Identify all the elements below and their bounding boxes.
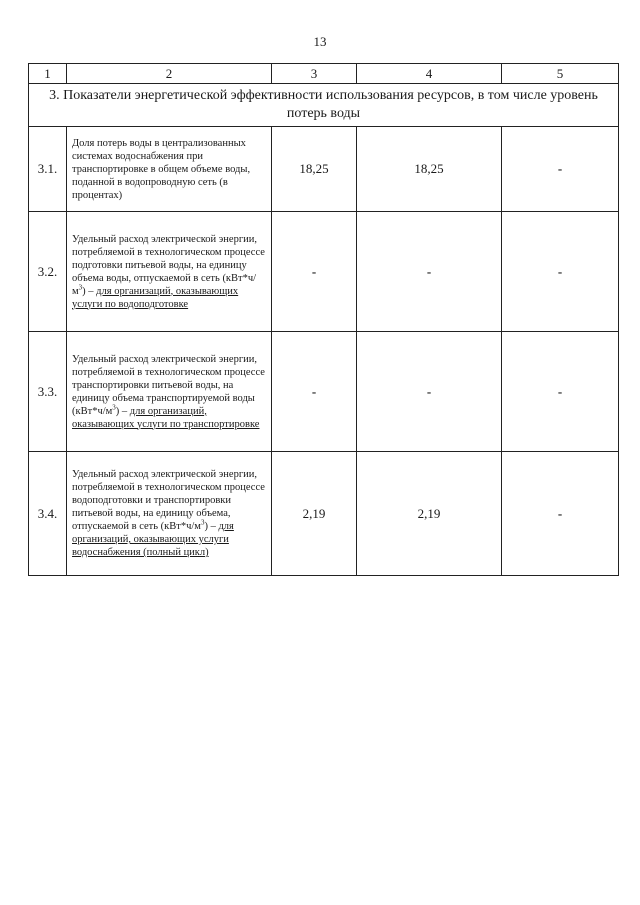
row-number: 3.4.: [29, 452, 67, 576]
row-value-col5: -: [502, 212, 619, 332]
organization-note: для организаций, оказывающих услуги по транспортировке: [72, 405, 260, 430]
row-value-col3: 2,19: [272, 452, 357, 576]
row-number: 3.3.: [29, 332, 67, 452]
row-value-col5: -: [502, 127, 619, 212]
page-number: 13: [313, 34, 327, 49]
header-col-4: 4: [357, 64, 502, 84]
row-value-col4: 2,19: [357, 452, 502, 576]
section-title: 3. Показатели энергетической эффективности использования ресурсов, в том числе уровень потерь воды: [29, 84, 619, 127]
organization-note: для организаций, оказывающих услуги по водоподготовке: [72, 285, 239, 310]
header-col-5: 5: [502, 64, 619, 84]
indicators-table: [28, 63, 619, 576]
row-value-col3: -: [272, 332, 357, 452]
row-value-col3: -: [272, 212, 357, 332]
organization-note: для организаций, оказывающих услуги водоснабжения (полный цикл): [72, 521, 234, 558]
row-description: Удельный расход электрической энергии, потребляемой в технологическом процессе подготовки питьевой воды, на единицу объема воды, отпускаемой в сеть $(кВт*ч/м^3)$ – для организаций, оказывающих услуги по водоподготовке: [67, 212, 272, 332]
row-number: 3.1.: [29, 127, 67, 212]
header-row: [29, 64, 619, 84]
row-description: Удельный расход электрической энергии, потребляемой в технологическом процессе транспортировки питьевой воды, на единицу объема транспортируемой воды $(кВт*ч/м^3)$ – для организаций, оказывающих услуги по транспортировке: [67, 332, 272, 452]
row-value-col3: 18,25: [272, 127, 357, 212]
row-number: 3.2.: [29, 212, 67, 332]
header-col-2: 2: [67, 64, 272, 84]
row-description: Доля потерь воды в централизованных системах водоснабжения при транспортировке в общем объеме воды, поданной в водопроводную сеть (в процентах): [67, 127, 272, 212]
row-value-col4: -: [357, 212, 502, 332]
table-row: [29, 212, 619, 332]
section-row: [29, 84, 619, 127]
table-row: [29, 332, 619, 452]
header-col-3: 3: [272, 64, 357, 84]
table-row: [29, 127, 619, 212]
row-description: Удельный расход электрической энергии, потребляемой в технологическом процессе водоподготовки и транспортировки питьевой воды, на единицу объема, отпускаемой в сеть $(кВт*ч/м^3)$ – для организаций, оказывающих услуги водоснабжения (полный цикл): [67, 452, 272, 576]
header-col-1: 1: [29, 64, 67, 84]
row-value-col4: -: [357, 332, 502, 452]
table-row: [29, 452, 619, 576]
row-value-col4: 18,25: [357, 127, 502, 212]
row-value-col5: -: [502, 452, 619, 576]
row-value-col5: -: [502, 332, 619, 452]
